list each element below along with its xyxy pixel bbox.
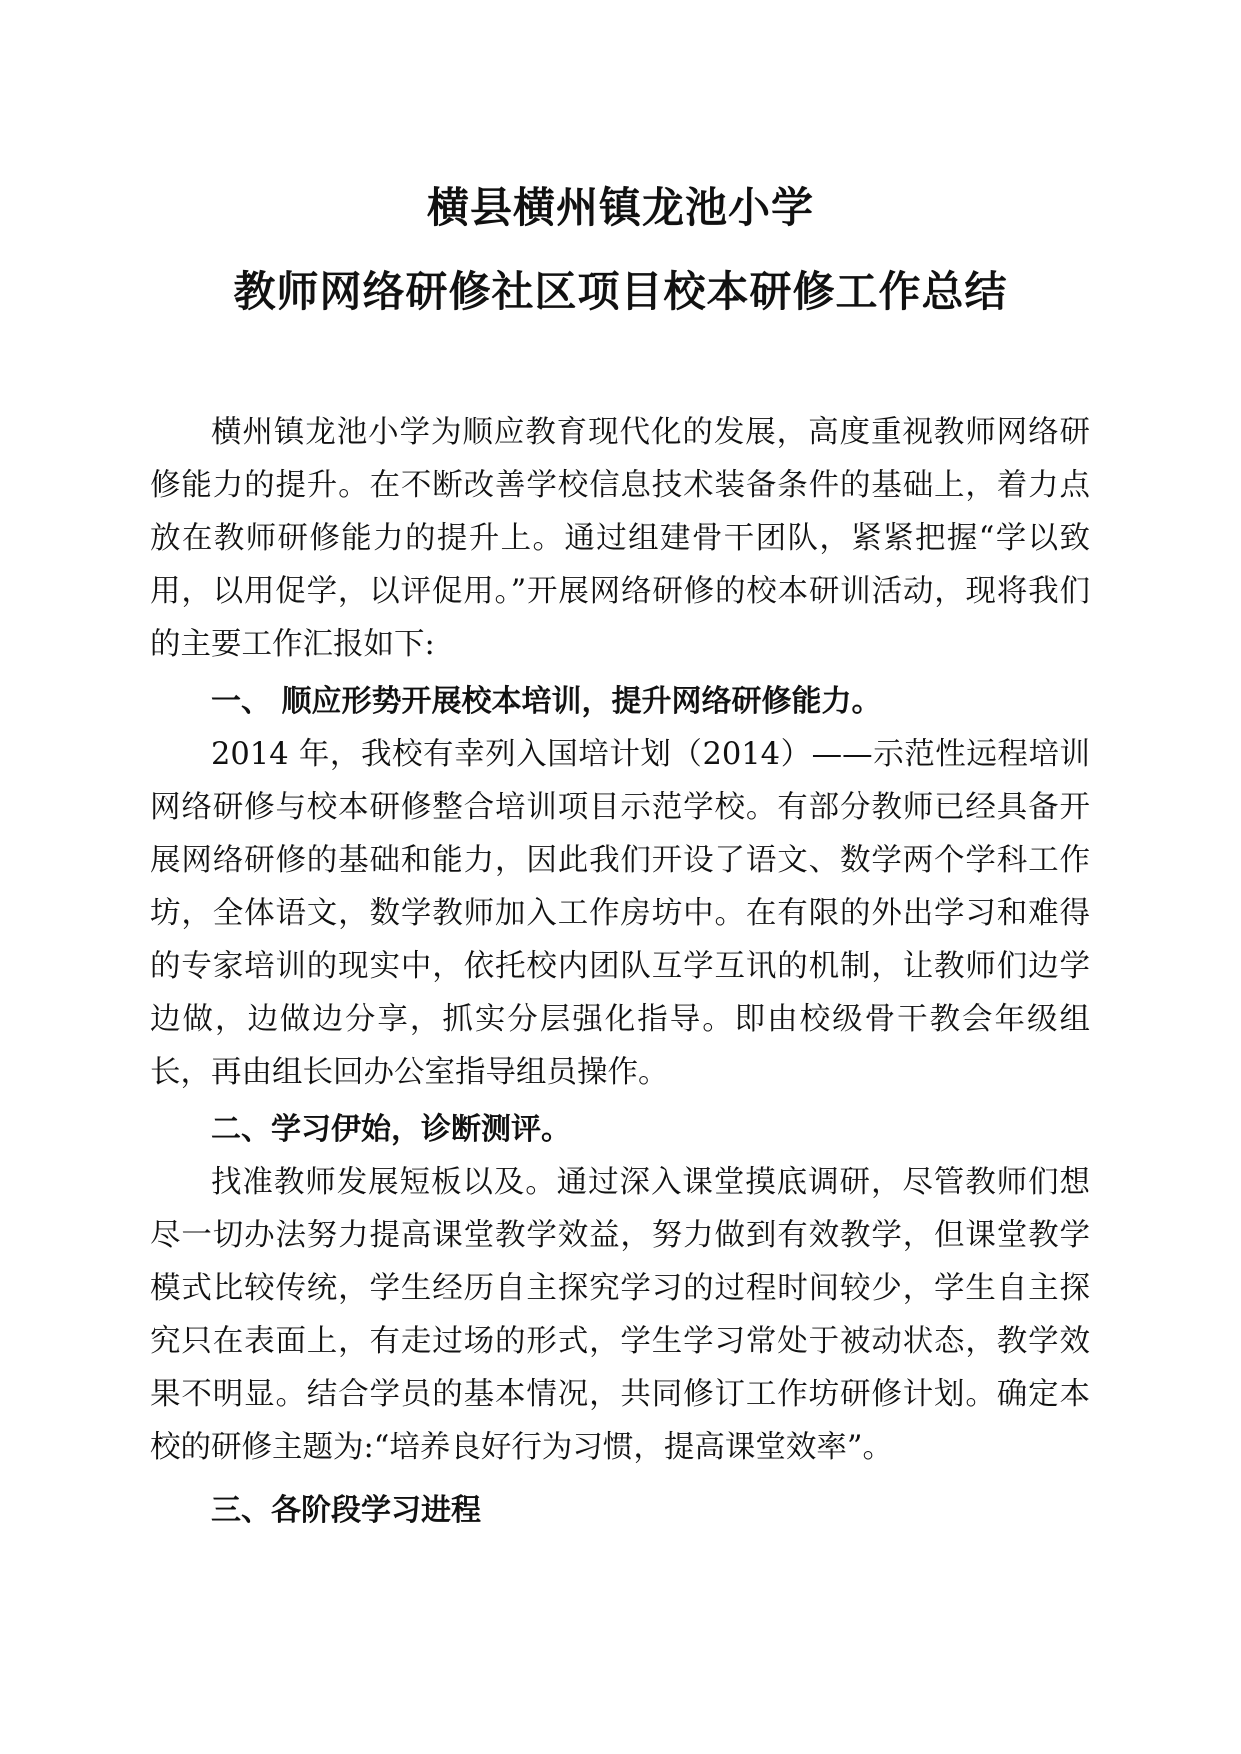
section-1-paragraph: 2014 年，我校有幸列入国培计划（2014）——示范性远程培训网络研修与校本研修整合培训项目示范学校。有部分教师已经具备开展网络研修的基础和能力，因此我们开设了语文、数学两个学科工作坊，全体语文，数学教师加入工作房坊中。在有限的外出学习和难得的专家培训的现实中，依托校内团队互学互讯的机制，让教师们边学边做，边做边分享，抓实分层强化指导。即由校级骨干教会年级组长，再由组长回办公室指导组员操作。 [150, 737, 1090, 1090]
section-2-heading: 二、学习伊始，诊断测评。 [211, 1112, 571, 1147]
title-line-subject: 教师网络研修社区项目校本研修工作总结 [233, 267, 1008, 316]
document-body [150, 406, 1090, 1537]
section-1-heading: 一、 顺应形势开展校本培训，提升网络研修能力。 [211, 684, 882, 719]
title-line-school: 横县横州镇龙池小学 [426, 183, 814, 232]
section-3-heading: 三、各阶段学习进程 [211, 1493, 481, 1528]
intro-paragraph: 横州镇龙池小学为顺应教育现代化的发展，高度重视教师网络研修能力的提升。在不断改善学校信息技术装备条件的基础上，着力点放在教师研修能力的提升上。通过组建骨干团队，紧紧把握“学以致用，以用促学，以评促用。”开展网络研修的校本研训活动，现将我们的主要工作汇报如下: [150, 415, 1090, 662]
section-2-paragraph: 找准教师发展短板以及。通过深入课堂摸底调研，尽管教师们想尽一切办法努力提高课堂教学效益，努力做到有效教学，但课堂教学模式比较传统，学生经历自主探究学习的过程时间较少，学生自主探究只在表面上，有走过场的形式，学生学习常处于被动状态，教学效果不明显。结合学员的基本情况，共同修订工作坊研修计划。确定本校的研修主题为:“培养良好行为习惯，提高课堂效率”。 [150, 1165, 1090, 1465]
document-title [0, 166, 1241, 334]
